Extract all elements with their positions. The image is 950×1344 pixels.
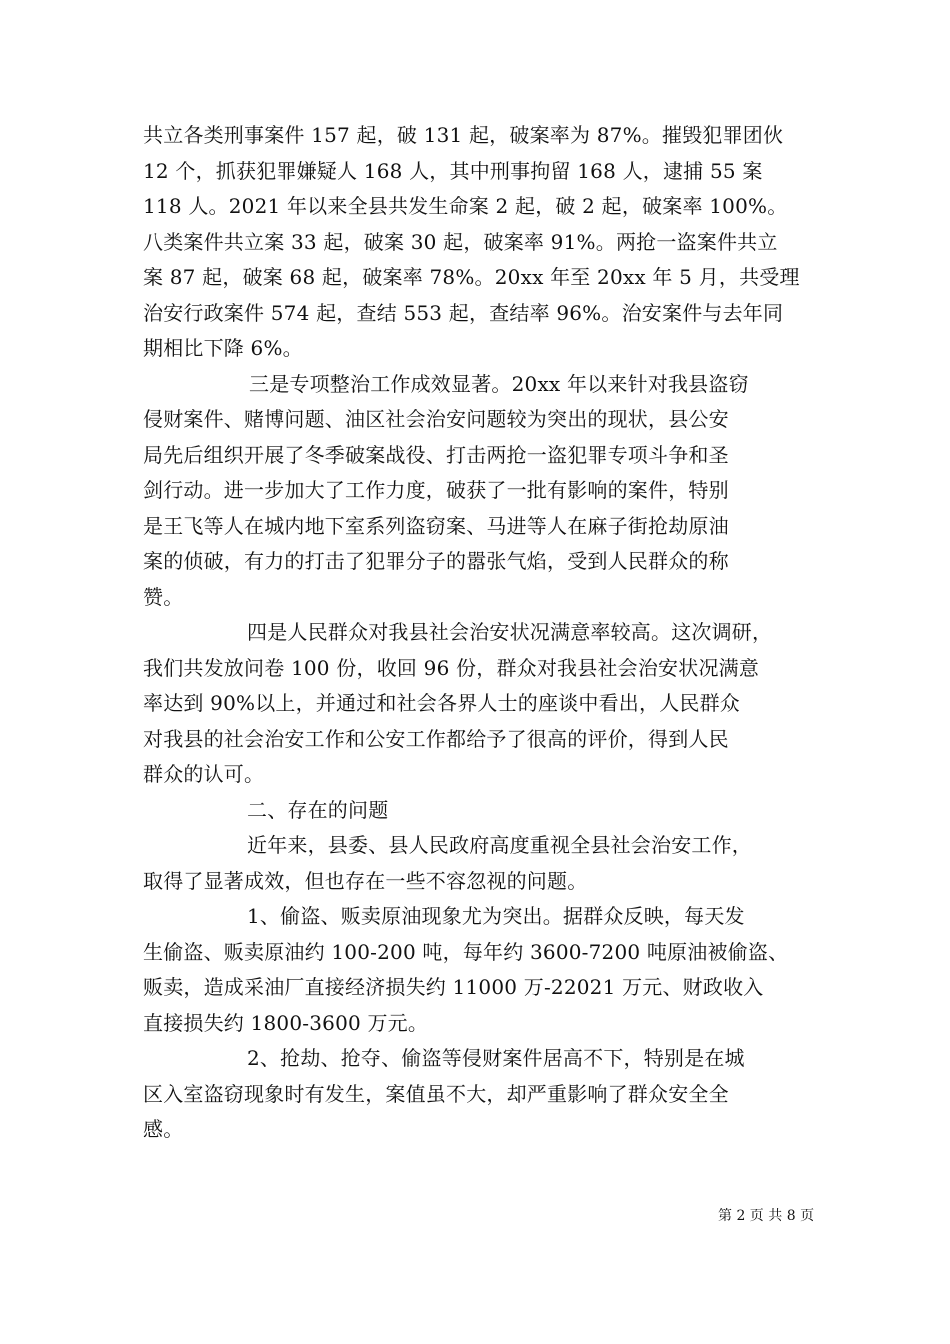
text-line: 群众的认可。 bbox=[143, 762, 265, 786]
text-line: 是王飞等人在城内地下室系列盗窃案、马进等人在麻子街抢劫原油 bbox=[143, 513, 729, 538]
section-heading: 二、存在的问题 bbox=[247, 797, 389, 822]
text-line: 八类案件共立案 33 起，破案 30 起，破案率 91%。两抢一盗案件共立 bbox=[143, 229, 778, 254]
text-line: 对我县的社会治安工作和公安工作都给予了很高的评价，得到人民 bbox=[143, 726, 729, 751]
text-line: 治安行政案件 574 起，查结 553 起，查结率 96%。治安案件与去年同 bbox=[143, 300, 784, 325]
paragraph-start-line: 近年来，县委、县人民政府高度重视全县社会治安工作， bbox=[247, 833, 752, 857]
text-line: 共立各类刑事案件 157 起，破 131 起，破案率为 87%。摧毁犯罪团伙 bbox=[143, 123, 784, 147]
text-line: 局先后组织开展了冬季破案战役、打击两抢一盗犯罪专项斗争和圣 bbox=[143, 442, 729, 467]
text-line: 贩卖，造成采油厂直接经济损失约 11000 万-22021 万元、财政收入 bbox=[143, 975, 764, 999]
text-line: 我们共发放问卷 100 份，收回 96 份，群众对我县社会治安状况满意 bbox=[143, 655, 760, 680]
text-line: 案 87 起，破案 68 起，破案率 78%。20xx 年至 20xx 年 5 月，共受理 bbox=[143, 265, 800, 289]
text-line: 感。 bbox=[143, 1117, 184, 1141]
paragraph-start-line: 四是人民群众对我县社会治安状况满意率较高。这次调研， bbox=[247, 620, 773, 644]
page-number-footer: 第 2 页 共 8 页 bbox=[718, 1208, 815, 1224]
document-body bbox=[143, 118, 808, 1148]
text-line: 率达到 90%以上，并通过和社会各界人士的座谈中看出，人民群众 bbox=[143, 691, 741, 715]
text-line: 生偷盗、贩卖原油约 100-200 吨，每年约 3600-7200 吨原油被偷盗、 bbox=[143, 939, 789, 964]
paragraph-start-line: 1、偷盗、贩卖原油现象尤为突出。据群众反映，每天发 bbox=[247, 904, 745, 928]
text-line: 118 人。2021 年以来全县共发生命案 2 起，破 2 起，破案率 100%。 bbox=[143, 194, 788, 218]
text-line: 直接损失约 1800-3600 万元。 bbox=[143, 1010, 429, 1035]
paragraph-start-line: 2、抢劫、抢夺、偷盗等侵财案件居高不下，特别是在城 bbox=[247, 1046, 745, 1070]
text-line: 期相比下降 6%。 bbox=[143, 336, 303, 360]
text-line: 案的侦破，有力的打击了犯罪分子的嚣张气焰，受到人民群众的称 bbox=[143, 549, 729, 573]
paragraph-start-line: 三是专项整治工作成效显著。20xx 年以来针对我县盗窃 bbox=[249, 371, 749, 396]
text-line: 赞。 bbox=[143, 584, 184, 609]
text-line: 剑行动。进一步加大了工作力度，破获了一批有影响的案件，特别 bbox=[143, 478, 729, 502]
text-line: 12 个，抓获犯罪嫌疑人 168 人，其中刑事拘留 168 人，逮捕 55 案 bbox=[143, 158, 763, 183]
text-line: 区入室盗窃现象时有发生，案值虽不大，却严重影响了群众安全全 bbox=[143, 1081, 729, 1106]
text-line: 侵财案件、赌博问题、油区社会治安问题较为突出的现状，县公安 bbox=[143, 407, 729, 431]
text-line: 取得了显著成效，但也存在一些不容忽视的问题。 bbox=[143, 868, 588, 893]
